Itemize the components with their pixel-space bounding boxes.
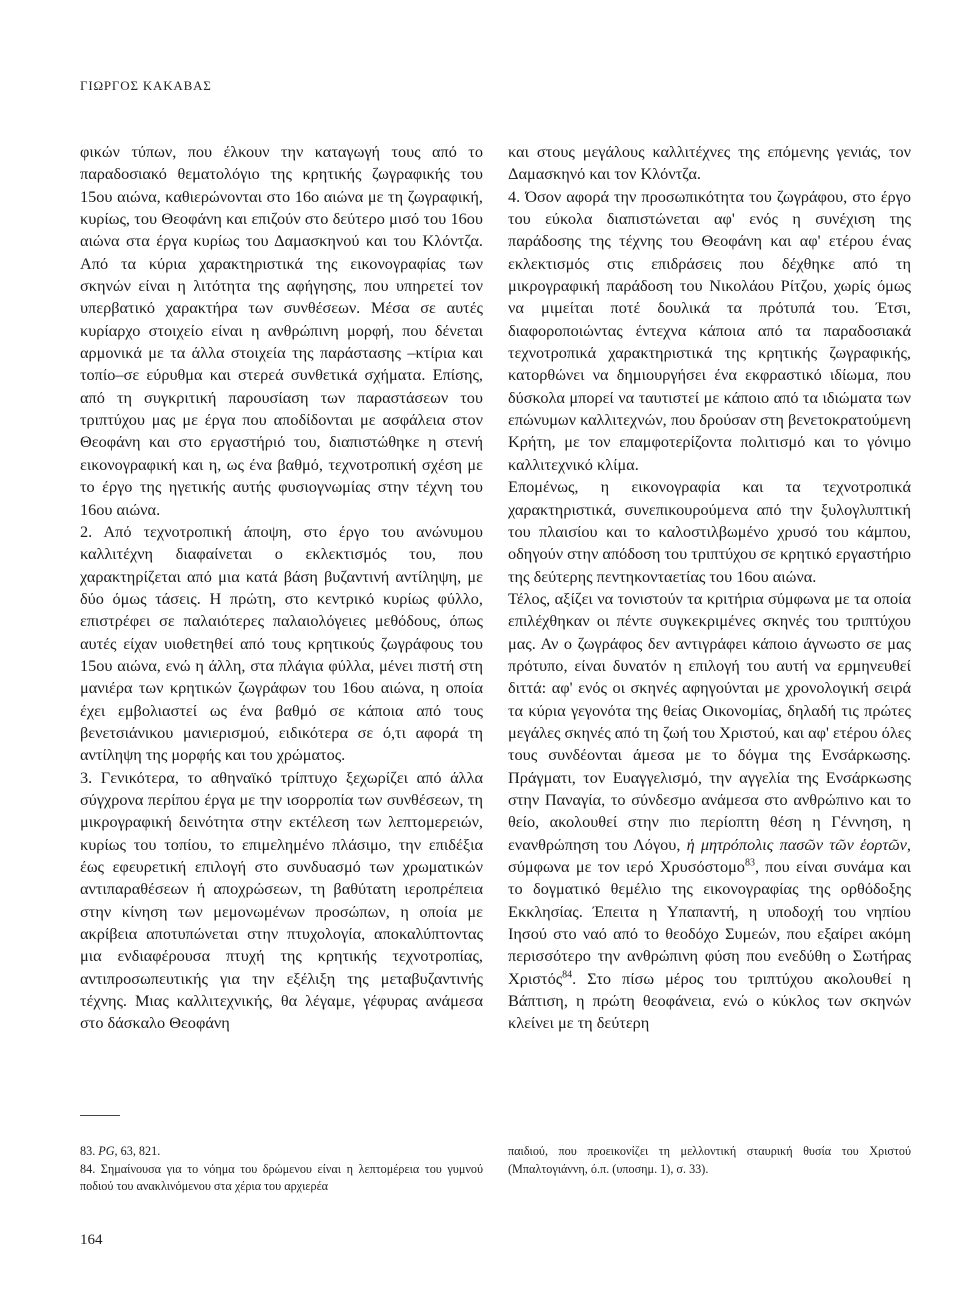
paragraph-text: . Στο πίσω μέρος του τριπτύχου ακολουθεί η Βάπτιση, η πρώτη θεοφάνεια, ενώ ο κύκλος των σκηνών κλείνει με τη δεύτερη <box>508 968 911 1033</box>
paragraph <box>508 588 911 1035</box>
footnote-number: 83. <box>80 1144 99 1158</box>
footnote-ref-83[interactable]: 83 <box>744 857 755 869</box>
paragraph: 4. Όσον αφορά την προσωπικότητα του ζωγράφου, στο έργο του εύκολα διαπιστώνεται αφ' ενός η συνέχιση της παράδοσης της τέχνης του Θεοφάνη και αφ' ετέρου ένας εκλεκτισμός στις επιδράσεις που δέχθηκε από τη μικρογραφική παράδοση του Νικολάου Ρίτζου, χωρίς όμως να μιμείται ποτέ δουλικά τα πρότυπά του. Έτσι, διαφοροποιώντας έντεχνα κάποια από τα παραδοσιακά τεχνοτροπικά χαρακτηριστικά της κρητικής ζωγραφικής, κατορθώνει να δημιουργήσει ένα εκφραστικό ιδίωμα, που δύσκολα μπορεί να ταυτιστεί με κάποιο από τα ιδιώματα των επώνυμων καλλιτεχνών, που δρούσαν στη βενετοκρατούμενη Κρήτη, με τον επαμφοτερίζοντα πολιτισμό και το γόνιμο καλλιτεχνικό κλίμα. <box>508 186 912 474</box>
footnote-84: 84. Σημαίνουσα για το νόημα του δρώμενου είναι η λεπτομέρεια του γυμνού ποδιού του ανακλινόμενου στα χέρια του αρχιερέα <box>80 1161 483 1193</box>
paragraph: 3. Γενικότερα, το αθηναϊκό τρίπτυχο ξεχωρίζει από άλλα σύγχρονα περίπου έργα με την ισορροπία των συνθέσεων, τη μικρογραφική δεινότητα στην εκτέλεση των λεπτομερειών, κυρίως του τοπίου, το επιμελημένο πλάσιμο, την επιδέξια έως εφευρετική επιλογή στο συνδυασμό των χρωματικών αντιπαραθέσεων ή αποχρώσεων, τη βαθύτατη ιεροπρέπεια στην κίνηση των μεμονωμένων προσώπων, η οποία με ακρίβεια αποτυπώνεται στην πτυχολογία, αποκαλύπτοντας μια ενδιαφέρουσα πτυχή της κρητικής τεχνοτροπίας, αντιπροσωπευτικής για την εξέλιξη της μεταβυζαντινής τέχνης. Μιας καλλιτεχνικής, θα λέγαμε, γέφυρας ανάμεσα στο δάσκαλο Θεοφάνη <box>80 767 483 1033</box>
page-number: 164 <box>80 1232 103 1248</box>
paragraph: Επομένως, η εικονογραφία και τα τεχνοτροπικά χαρακτηριστικά, συνεπικουρούμενα από την ξυλογλυπτική του πλαισίου και το καλοστιλβωμένο χρυσό του κάμπου, οδηγούν στην απόδοση του τριπτύχου σε κρητικό εργαστήριο της δεύτερης πεντηκονταετίας του 16ου αιώνα. <box>508 477 911 586</box>
footnote-83 <box>80 1143 483 1161</box>
greek-quote: ἡ μητρόπολις πασῶν τῶν ἑορτῶν <box>686 834 907 854</box>
right-column <box>508 141 911 1035</box>
running-header: ΓΙΩΡΓΟΣ ΚΑΚΑΒΑΣ <box>80 78 212 93</box>
paragraph-text: , σύμφωνα με τον ιερό Χρυσόστομο <box>508 834 911 876</box>
footnote-text: , 63, 821. <box>114 1144 161 1158</box>
footnotes-right <box>508 1143 911 1178</box>
paragraph: και στους μεγάλους καλλιτέχνες της επόμενης γενιάς, τον Δαμασκηνό και τον Κλόντζα. <box>508 142 911 184</box>
left-column <box>80 141 483 1035</box>
paragraph-text: Τέλος, αξίζει να τονιστούν τα κριτήρια σύμφωνα με τα οποία επιλέχθηκαν οι πέντε συγκεκριμένες σκηνές του τριπτύχου μας. Αν ο ζωγράφος δεν αντιγράφει κάποιο άγνωστο σε μας πρότυπο, είναι δυνατόν η επιλογή του αυτή να ερμηνευθεί διττά: αφ' ενός οι σκηνές αφηγούνται με χρονολογική σειρά τα κύρια γεγονότα της θείας Οικονομίας, δηλαδή τις πρώτες μεγάλες σκηνές από τη ζωή του Χριστού, και αφ' ετέρου όλες τους συνδέονται άμεσα με το δόγμα της Ενσάρκωσης. Πράγματι, τον Ευαγγελισμό, την αγγελία της Ενσάρκωσης στην Παναγία, το σύνδεσμο ανάμεσα στο ανθρώπινο και το θείο, ακολουθεί στην πιο περίοπτη θέση η Γέννηση, η ενανθρώπηση του Λόγου, <box>508 588 911 854</box>
paragraph: 2. Από τεχνοτροπική άποψη, στο έργο του ανώνυμου καλλιτέχνη διαφαίνεται ο εκλεκτισμός του, που χαρακτηρίζεται από μια κατά βάση βυζαντινή αντίληψη, με δύο όμως τάσεις. Η πρώτη, στο κεντρικό κυρίως φύλλο, επιστρέφει σε παλαιότερες παλαιολόγειες μεθόδους, όπως αυτές είχαν υιοθετηθεί από τους κρητικούς ζωγράφους του 15ου αιώνα, ενώ η άλλη, στα πλάγια φύλλα, μένει πιστή στη μανιέρα των κρητικών ζωγράφων του 16ου αιώνα, η οποία έχει εμβολιαστεί ως ένα βαθμό σε κάποια από τους βενετσιάνικου μανιερισμού, ειδικότερα σε ό,τι αφορά τη αντίληψη της μορφής και του χρώματος. <box>80 521 483 765</box>
paragraph: φικών τύπων, που έλκουν την καταγωγή τους από το παραδοσιακό θεματολόγιο της κρητικής ζωγραφικής του 15ου αιώνα, καθιερώνονται στο 16ο αιώνα με τη ζωγραφική, κυρίως, του Θεοφάνη και επιζούν στο δεύτερο μισό του 16ου αιώνα στα έργα κυρίως του Δαμασκηνού και του Κλόντζα. Από τα κύρια χαρακτηριστικά της εικονογραφίας των σκηνών είναι η λιτότητα της αφήγησης, που υπηρετεί τον υπερβατικό χαρακτήρα των συνθέσεων. Μέσα σε αυτές κυρίαρχο στοιχείο είναι η ανθρώπινη μορφή, που δένεται αρμονικά με τα άλλα στοιχεία της παράστασης –κτίρια και τοπίο–σε εύρυθμα και στερεά συνθετικά σχήματα. Επίσης, από τη συγκριτική παρουσίαση των παραστάσεων του τριπτύχου μας με έργα που αποδίδονται με ασφάλεια στον Θεοφάνη και στο εργαστήριό του, διαπιστώθηκε η στενή εικονογραφική και η, ως ένα βαθμό, τεχνοτροπική σχέση με το έργο της ηγετικής αυτής φυσιογνωμίας στην τέχνη του 16ου αιώνα. <box>80 142 483 519</box>
footnote-ref-84[interactable]: 84 <box>562 969 573 981</box>
footnotes-left <box>80 1143 483 1196</box>
footnote-divider <box>80 1115 120 1116</box>
paragraph-text: , που είναι συνάμα και το δογματικό θεμέλιο της εικονογραφίας της ορθόδοξης Εκκλησίας. Έπειτα η Υπαπαντή, η υποδοχή του νηπίου Ιησού στο ναό από το θεοδόχο Συμεών, που εξαίρει ακόμη περισσότερο την ανθρώπινη φύση που ενεδύθη ο Σωτήρας Χριστός <box>508 857 911 988</box>
footnote-84-continued: παιδιού, που προεικονίζει τη μελλοντική σταυρική θυσία του Χριστού (Μπαλτογιάννη, ό.π. (υποσημ. 1), σ. 33). <box>508 1144 911 1176</box>
footnote-source: PG <box>98 1144 115 1158</box>
